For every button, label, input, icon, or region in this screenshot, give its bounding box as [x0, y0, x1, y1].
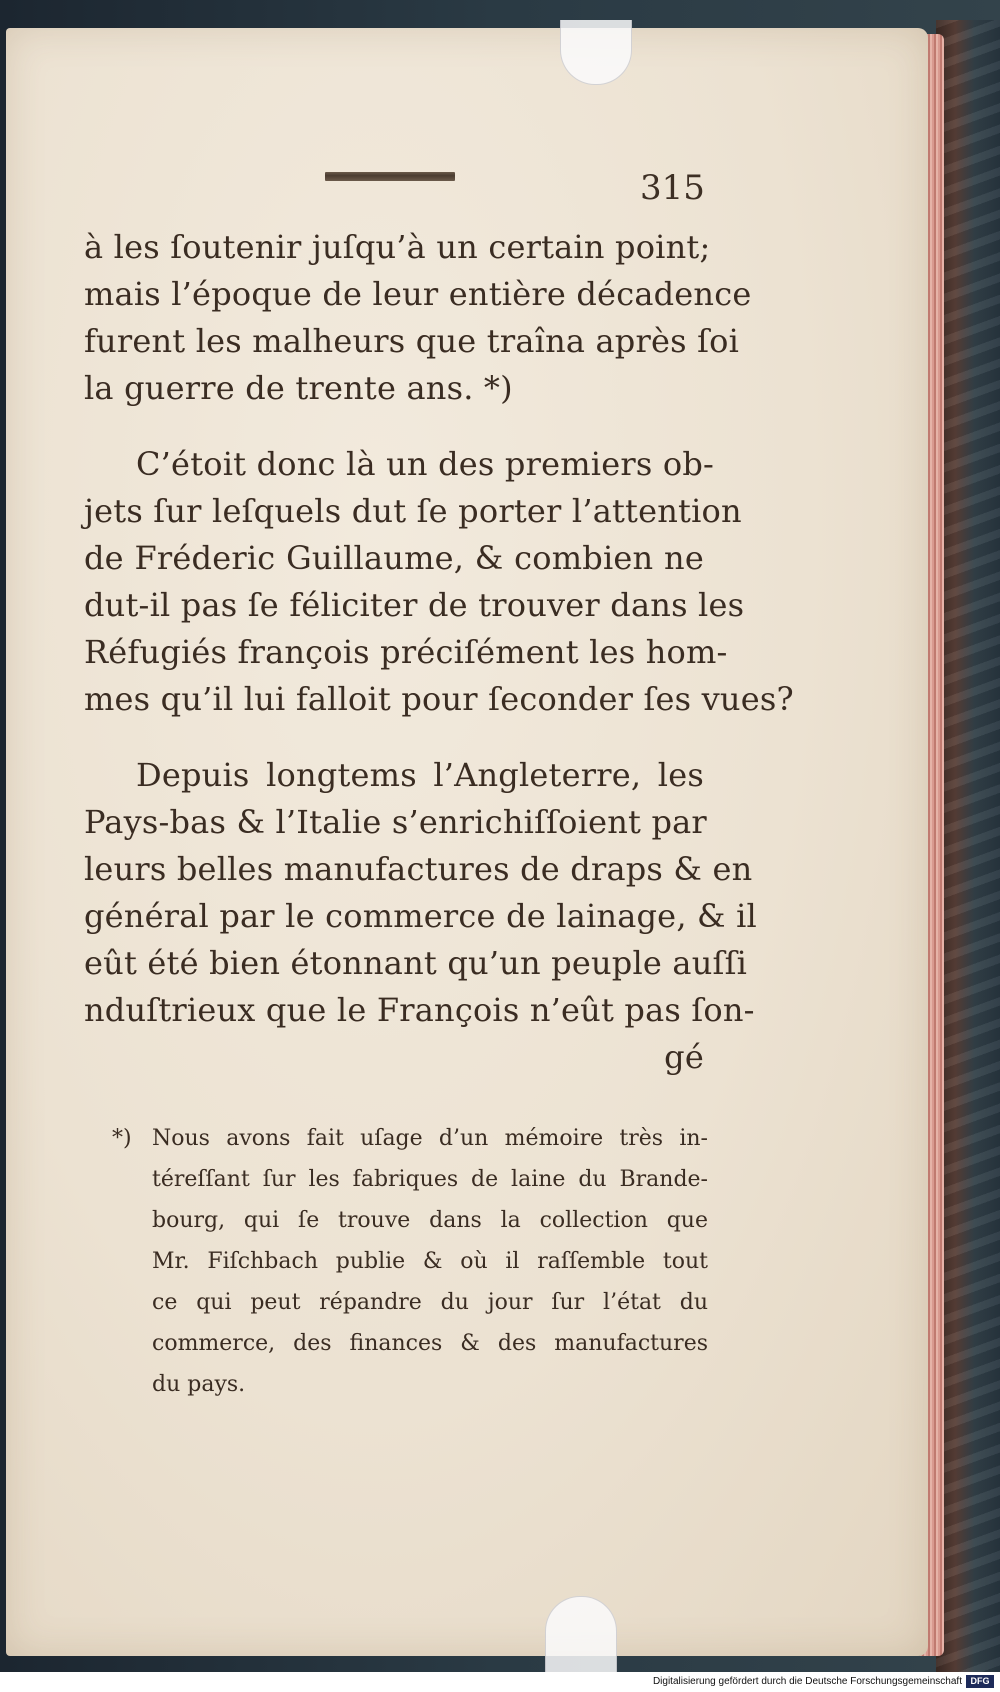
- header-rule: [325, 172, 455, 181]
- body-line: C’étoit donc là un des premiers ob-: [136, 445, 715, 483]
- footnote-marker: *): [112, 1126, 132, 1151]
- body-line: Réfugiés françois préciſément les hom-: [84, 633, 728, 671]
- body-text: [84, 224, 794, 1081]
- footnote-line: du pays.: [152, 1372, 246, 1397]
- body-line: mais l’époque de leur entière décadence: [84, 275, 752, 313]
- dfg-logo: DFG: [966, 1675, 994, 1688]
- paragraph-gap: [84, 412, 704, 441]
- page-clip-top: [560, 20, 632, 85]
- body-line: général par le commerce de lainage, & il: [84, 897, 757, 935]
- body-line: Pays-bas & l’Italie s’enrichiſſoient par: [84, 803, 707, 841]
- footer-bar: [0, 1672, 1000, 1692]
- page-number: 315: [640, 168, 705, 208]
- body-line: eût été bien étonnant qu’un peuple auſſi: [84, 944, 748, 982]
- body-line: la guerre de trente ans. *): [84, 369, 513, 407]
- body-line: leurs belles manufactures de draps & en: [84, 850, 753, 888]
- footnote-line: téreſſant ſur les fabriques de laine du Brande-: [152, 1167, 708, 1192]
- footnote: [112, 1118, 708, 1405]
- body-line: à les ſoutenir juſqu’à un certain point;: [84, 228, 711, 266]
- footnote-line: commerce, des finances & des manufactures: [152, 1331, 708, 1356]
- body-line: jets ſur leſquels dut ſe porter l’attention: [84, 492, 742, 530]
- footnote-line: Mr. Fiſchbach publie & où il raſſemble tout: [152, 1249, 708, 1274]
- page-clip-bottom: [545, 1596, 617, 1673]
- catchword: gé: [664, 1038, 704, 1076]
- paragraph-gap: [84, 723, 704, 752]
- book-cover-edge: [936, 20, 1000, 1672]
- funding-credit: Digitalisierung gefördert durch die Deutsche Forschungsgemeinschaft: [652, 1676, 962, 1687]
- footnote-line: Nous avons fait uſage d’un mémoire très in-: [152, 1126, 708, 1151]
- body-line: mes qu’il lui falloit pour ſeconder ſes vues?: [84, 680, 794, 718]
- body-line: dut-il pas ſe féliciter de trouver dans les: [84, 586, 745, 624]
- footnote-line: ce qui peut répandre du jour ſur l’état du: [152, 1290, 708, 1315]
- body-line: Depuis longtems l’Angleterre, les: [136, 756, 704, 794]
- body-line: de Fréderic Guillaume, & combien ne: [84, 539, 704, 577]
- body-line: nduſtrieux que le François n’eût pas ſon-: [84, 991, 755, 1029]
- body-line: furent les malheurs que traîna après ſoi: [84, 322, 740, 360]
- footnote-line: bourg, qui ſe trouve dans la collection que: [152, 1208, 708, 1233]
